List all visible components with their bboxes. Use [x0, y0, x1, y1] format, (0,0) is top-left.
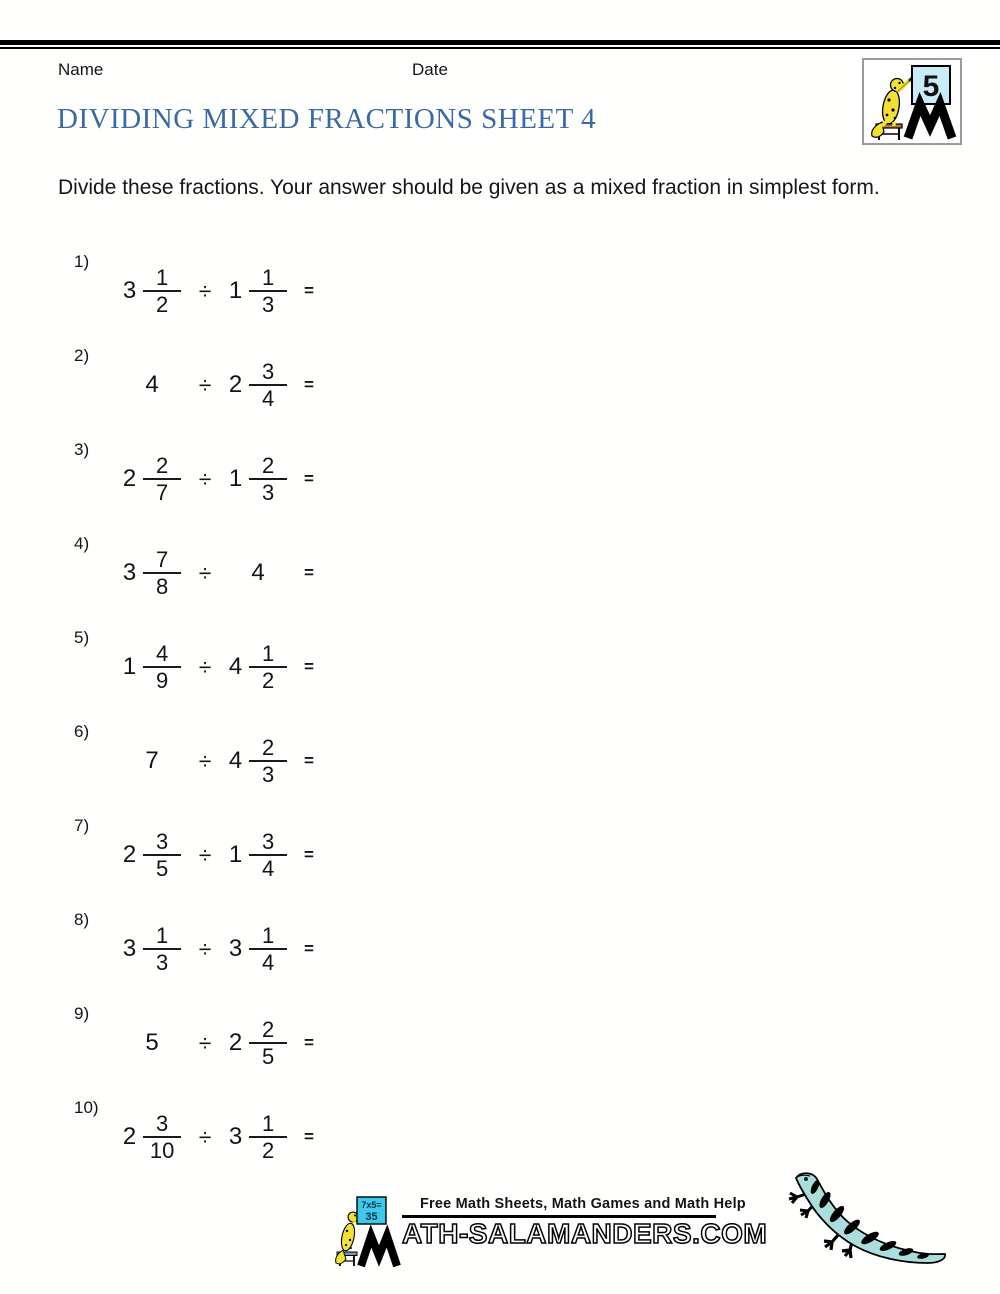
left-operand [112, 829, 192, 881]
right-operand [218, 923, 298, 975]
denominator: 2 [156, 292, 169, 317]
whole-number: 1 [122, 653, 137, 680]
left-operand [112, 547, 192, 599]
date-label: Date [412, 60, 448, 79]
problem-number: 3) [74, 440, 90, 459]
denominator: 4 [262, 386, 275, 411]
problems-list [60, 244, 480, 1184]
whole-number: 2 [228, 1029, 243, 1056]
left-operand [112, 453, 192, 505]
problem-expression [112, 338, 314, 432]
left-operand [112, 923, 192, 975]
fraction [249, 359, 287, 411]
whole-number: 2 [122, 841, 137, 868]
problem-number: 6) [74, 722, 90, 741]
problem-expression [112, 1090, 314, 1184]
problem-expression [112, 432, 314, 526]
numerator: 2 [262, 735, 275, 760]
equals-sign: = [304, 563, 314, 582]
problem-row [60, 1090, 480, 1184]
problem-number: 5) [74, 628, 90, 647]
left-operand [112, 371, 192, 399]
numerator: 1 [156, 265, 169, 290]
footer-board-line1: 7x5= [361, 1200, 382, 1210]
problem-expression [112, 902, 314, 996]
fraction [143, 265, 181, 317]
problem-row [60, 338, 480, 432]
right-operand [218, 735, 298, 787]
footer-logo [333, 1196, 768, 1268]
problem-row [60, 526, 480, 620]
denominator: 10 [149, 1138, 175, 1163]
denominator: 3 [262, 292, 275, 317]
divide-sign: ÷ [198, 277, 212, 304]
fraction [143, 829, 181, 881]
divide-sign: ÷ [198, 1029, 212, 1056]
whole-number: 4 [251, 559, 265, 586]
top-divider [0, 40, 1000, 49]
numerator: 7 [156, 547, 169, 572]
denominator: 2 [262, 668, 275, 693]
math-salamanders-logo-icon [333, 1196, 401, 1268]
fraction [249, 923, 287, 975]
instructions-text: Divide these fractions. Your answer should be given as a mixed fraction in simplest form. [58, 176, 880, 199]
whole-number: 7 [145, 747, 159, 774]
badge-number: 5 [922, 70, 940, 103]
fraction [143, 453, 181, 505]
fraction [249, 829, 287, 881]
problem-number: 1) [74, 252, 90, 271]
equals-sign: = [304, 281, 314, 300]
numerator: 4 [156, 641, 169, 666]
denominator: 3 [262, 762, 275, 787]
whole-number: 1 [228, 841, 243, 868]
problem-expression [112, 526, 314, 620]
whole-number: 3 [122, 277, 137, 304]
page-title: DIVIDING MIXED FRACTIONS SHEET 4 [57, 103, 597, 135]
problem-expression [112, 620, 314, 714]
whole-number: 4 [145, 371, 159, 398]
divide-sign: ÷ [198, 1123, 212, 1150]
denominator: 9 [156, 668, 169, 693]
problem-expression [112, 714, 314, 808]
divide-sign: ÷ [198, 371, 212, 398]
right-operand [218, 453, 298, 505]
equals-sign: = [304, 375, 314, 394]
footer-wordmark: ATH-SALAMANDERS.COM [402, 1218, 768, 1249]
problem-row [60, 714, 480, 808]
left-operand [112, 1029, 192, 1057]
numerator: 3 [262, 829, 275, 854]
fraction [249, 1111, 287, 1163]
problem-number: 10) [74, 1098, 99, 1117]
left-operand [112, 641, 192, 693]
salamander-writing-5-icon [864, 60, 960, 143]
divide-sign: ÷ [198, 935, 212, 962]
fraction [249, 641, 287, 693]
numerator: 3 [156, 1111, 169, 1136]
problem-number: 9) [74, 1004, 90, 1023]
whole-number: 3 [228, 935, 243, 962]
whole-number: 5 [145, 1029, 159, 1056]
left-operand [112, 265, 192, 317]
whole-number: 2 [122, 465, 137, 492]
sheet-badge [862, 58, 962, 145]
numerator: 2 [262, 1017, 275, 1042]
right-operand [218, 359, 298, 411]
problem-row [60, 620, 480, 714]
right-operand [218, 1017, 298, 1069]
equals-sign: = [304, 1127, 314, 1146]
numerator: 1 [156, 923, 169, 948]
fraction [249, 735, 287, 787]
problem-expression [112, 808, 314, 902]
divide-sign: ÷ [198, 653, 212, 680]
problem-number: 2) [74, 346, 90, 365]
right-operand [218, 1111, 298, 1163]
problem-expression [112, 244, 314, 338]
right-operand [218, 265, 298, 317]
whole-number: 3 [122, 559, 137, 586]
whole-number: 1 [228, 277, 243, 304]
numerator: 1 [262, 265, 275, 290]
left-operand [112, 1111, 192, 1163]
problem-number: 8) [74, 910, 90, 929]
right-operand [218, 559, 298, 587]
whole-number: 2 [122, 1123, 137, 1150]
problem-row [60, 808, 480, 902]
numerator: 1 [262, 923, 275, 948]
equals-sign: = [304, 657, 314, 676]
right-operand [218, 641, 298, 693]
equals-sign: = [304, 939, 314, 958]
equals-sign: = [304, 751, 314, 770]
equals-sign: = [304, 1033, 314, 1052]
fraction [143, 547, 181, 599]
fraction [249, 453, 287, 505]
denominator: 3 [262, 480, 275, 505]
numerator: 2 [262, 453, 275, 478]
denominator: 7 [156, 480, 169, 505]
problem-expression [112, 996, 314, 1090]
problem-row [60, 432, 480, 526]
problem-row [60, 996, 480, 1090]
numerator: 1 [262, 641, 275, 666]
equals-sign: = [304, 845, 314, 864]
divide-sign: ÷ [198, 465, 212, 492]
problem-number: 4) [74, 534, 90, 553]
problem-number: 7) [74, 816, 90, 835]
whole-number: 4 [228, 653, 243, 680]
denominator: 4 [262, 950, 275, 975]
salamander-icon [782, 1166, 952, 1286]
denominator: 8 [156, 574, 169, 599]
equals-sign: = [304, 469, 314, 488]
denominator: 5 [156, 856, 169, 881]
whole-number: 4 [228, 747, 243, 774]
whole-number: 2 [228, 371, 243, 398]
problem-row [60, 902, 480, 996]
whole-number: 3 [122, 935, 137, 962]
name-label: Name [58, 60, 104, 79]
divide-sign: ÷ [198, 559, 212, 586]
fraction [249, 1017, 287, 1069]
left-operand [112, 747, 192, 775]
divide-sign: ÷ [198, 841, 212, 868]
whole-number: 3 [228, 1123, 243, 1150]
numerator: 2 [156, 453, 169, 478]
numerator: 1 [262, 1111, 275, 1136]
denominator: 2 [262, 1138, 275, 1163]
fraction [143, 1111, 181, 1163]
denominator: 4 [262, 856, 275, 881]
footer-board-line2: 35 [365, 1211, 378, 1223]
denominator: 5 [262, 1044, 275, 1069]
denominator: 3 [156, 950, 169, 975]
numerator: 3 [262, 359, 275, 384]
footer-tagline: Free Math Sheets, Math Games and Math Help [420, 1196, 746, 1212]
divide-sign: ÷ [198, 747, 212, 774]
fraction [143, 923, 181, 975]
whole-number: 1 [228, 465, 243, 492]
right-operand [218, 829, 298, 881]
fraction [249, 265, 287, 317]
problem-row [60, 244, 480, 338]
fraction [143, 641, 181, 693]
numerator: 3 [156, 829, 169, 854]
